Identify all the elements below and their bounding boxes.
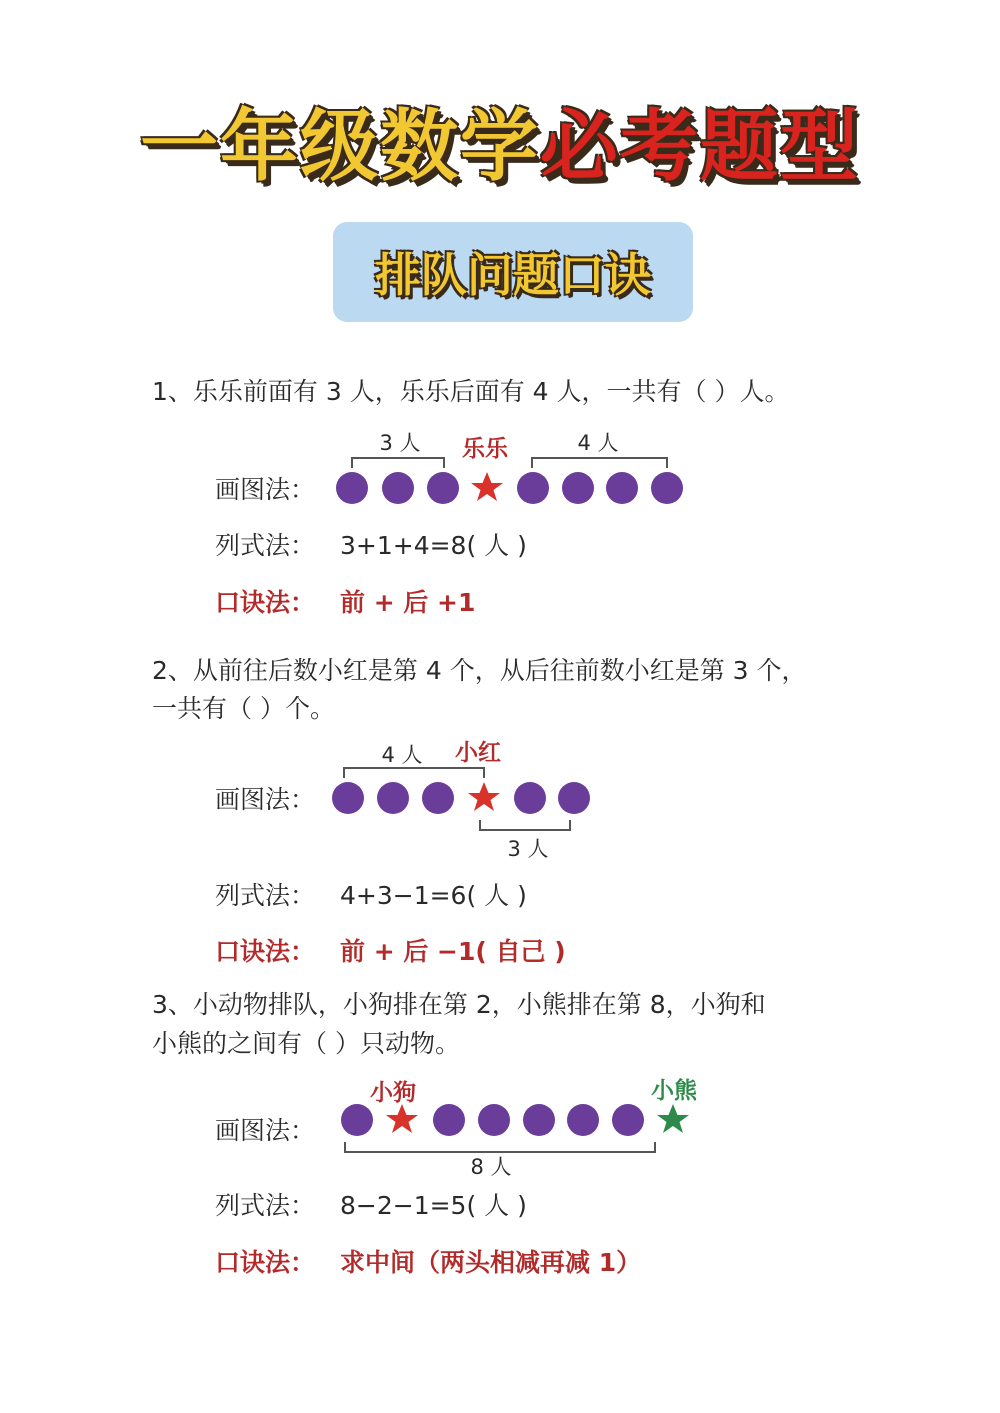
p2-star-label: 小红 [455, 740, 501, 766]
p2-dot [332, 782, 364, 814]
problem-3-question-line2: 小熊的之间有（ ）只动物。 [152, 1029, 460, 1058]
p2-dot [514, 782, 546, 814]
p3-span-label: 8 人 [470, 1155, 512, 1179]
p1-after-bracket [532, 458, 667, 468]
p1-after-label: 4 人 [577, 431, 619, 455]
p1-formula-label: 列式法： [215, 531, 316, 560]
p2-front-label: 4 人 [381, 743, 423, 767]
p3-bear-star-icon [657, 1104, 689, 1133]
p3-dot [478, 1104, 510, 1136]
p2-back-label: 3 人 [507, 837, 549, 861]
p1-dot [382, 472, 414, 504]
p2-draw-label: 画图法： [215, 785, 316, 814]
p1-dot [651, 472, 683, 504]
p2-dot [377, 782, 409, 814]
p1-dot [606, 472, 638, 504]
p2-formula-label: 列式法： [215, 881, 316, 910]
p1-dot [517, 472, 549, 504]
p3-bear-label: 小熊 [651, 1078, 697, 1104]
p3-rhyme-label: 口诀法： [215, 1248, 316, 1277]
p2-dot [422, 782, 454, 814]
p3-span-bracket [345, 1142, 655, 1152]
p3-dog-star-icon [386, 1104, 418, 1133]
subtitle-banner [333, 222, 693, 322]
p3-dot [567, 1104, 599, 1136]
p1-dot [336, 472, 368, 504]
problem-2-diagram [0, 736, 1000, 866]
p3-dog-label: 小狗 [370, 1080, 416, 1106]
p2-dot [558, 782, 590, 814]
p1-star-icon [471, 472, 503, 501]
subtitle-text: 排队问题口诀 [375, 248, 651, 302]
p3-formula-label: 列式法： [215, 1191, 316, 1220]
problem-1-question: 1、乐乐前面有 3 人，乐乐后面有 4 人，一共有（ ）人。 [152, 377, 790, 406]
p1-dot [562, 472, 594, 504]
title-part1: 一年级数学 [139, 102, 540, 192]
problem-2-question-line2: 一共有（ ）个。 [152, 694, 335, 723]
p2-star-icon [468, 782, 500, 811]
p2-formula: 4+3−1=6( 人 ) [340, 881, 527, 910]
page-title [0, 102, 1000, 192]
p1-dot [427, 472, 459, 504]
problem-3-diagram [0, 1072, 1000, 1182]
problem-1-diagram [0, 430, 1000, 510]
p1-before-bracket [352, 458, 444, 468]
p3-dot [523, 1104, 555, 1136]
p3-formula: 8−2−1=5( 人 ) [340, 1191, 527, 1220]
p3-draw-label: 画图法： [215, 1116, 316, 1145]
p2-rhyme: 前 + 后 −1( 自己 ) [340, 937, 566, 966]
p1-formula: 3+1+4=8( 人 ) [340, 531, 527, 560]
p1-draw-label: 画图法： [215, 475, 316, 504]
title-part2: 必考题型 [540, 102, 861, 192]
p1-rhyme-label: 口诀法： [215, 588, 316, 617]
p3-dot [433, 1104, 465, 1136]
problem-2-question-line1: 2、从前往后数小红是第 4 个，从后往前数小红是第 3 个， [152, 656, 807, 685]
p3-rhyme: 求中间（两头相减再减 1） [340, 1248, 642, 1277]
p2-back-bracket [480, 820, 570, 830]
p3-dot [341, 1104, 373, 1136]
p2-rhyme-label: 口诀法： [215, 937, 316, 966]
p3-dot [612, 1104, 644, 1136]
problem-3-question-line1: 3、小动物排队，小狗排在第 2，小熊排在第 8，小狗和 [152, 990, 766, 1019]
p1-before-label: 3 人 [379, 431, 421, 455]
p1-rhyme: 前 + 后 +1 [340, 588, 476, 617]
p2-front-bracket [344, 768, 484, 778]
p1-star-label: 乐乐 [462, 436, 508, 462]
